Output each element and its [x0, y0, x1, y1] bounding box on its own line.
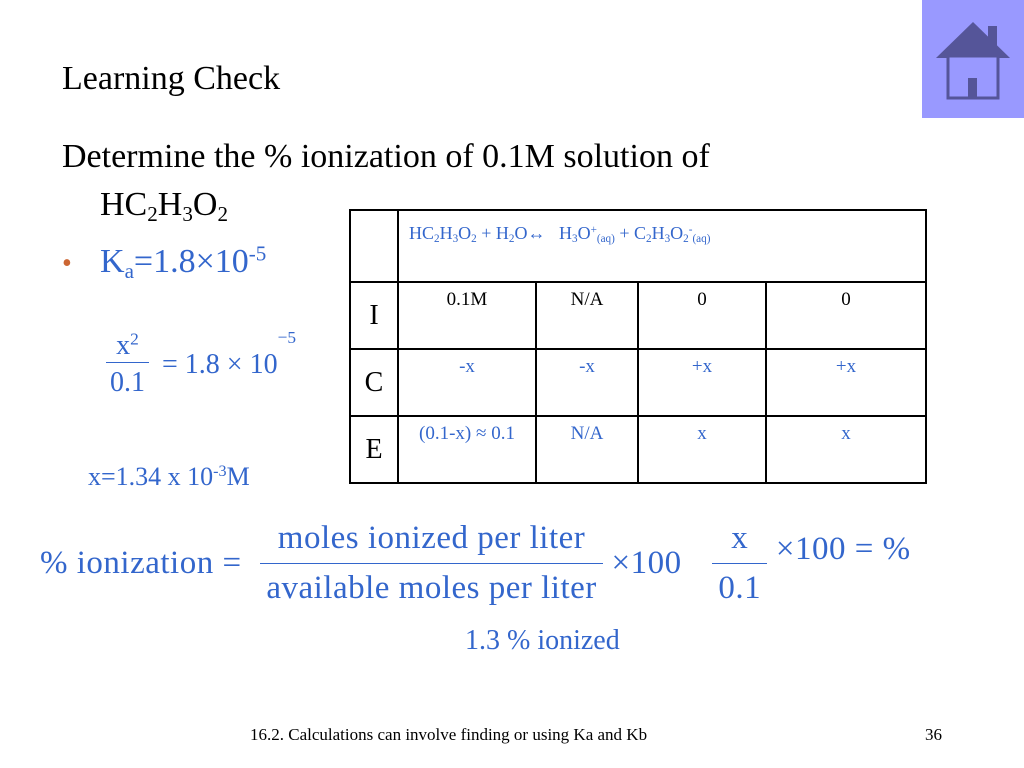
question-text: Determine the % ionization of 0.1M solution of [62, 138, 710, 175]
home-button[interactable] [922, 0, 1024, 118]
bullet-icon: • [62, 248, 72, 279]
table-cell: (0.1-x) ≈ 0.1 [398, 416, 536, 483]
table-cell: +x [638, 349, 766, 416]
table-cell: N/A [536, 416, 638, 483]
home-icon [922, 0, 1024, 118]
ionization-result: 1.3 % ionized [465, 625, 620, 656]
slide-title: Learning Check [62, 60, 281, 97]
row-label: E [350, 416, 398, 483]
table-cell: 0 [638, 282, 766, 349]
x-result: x=1.34 x $10^{-3}M$ [88, 462, 250, 491]
footer-text: 16.2. Calculations can involve finding or using Ka and Kb [250, 725, 648, 744]
table-corner-cell [350, 210, 398, 282]
reaction-equation: $HC_2H_3O_2$ + $H_2O\leftrightarrow$ $H_3O^+_{(aq)} + C_2H_3O_2^-_{(aq)}$ [398, 210, 926, 282]
page-number: 36 [925, 725, 942, 744]
table-cell: x [766, 416, 926, 483]
table-cell: 0 [766, 282, 926, 349]
table-cell: +x [766, 349, 926, 416]
table-row-change [350, 349, 926, 416]
row-label: C [350, 349, 398, 416]
ka-value: $K_a=1.8\times 10^{-5}$ [100, 241, 267, 283]
ice-table [349, 209, 927, 484]
table-cell: N/A [536, 282, 638, 349]
table-cell: 0.1M [398, 282, 536, 349]
table-cell: x [638, 416, 766, 483]
ionization-formula: % ionization = moles ionized per liter available moles per liter ×100 $\frac{x}{0.1}$ ×100 = % [40, 520, 911, 606]
table-row-initial [350, 282, 926, 349]
table-row-equilibrium [350, 416, 926, 483]
table-cell: -x [398, 349, 536, 416]
equilibrium-equation: $\frac{x^2}{0.1}$ = $1.8 \times 10^{-5}$ [106, 330, 296, 399]
row-label: I [350, 282, 398, 349]
table-cell: -x [536, 349, 638, 416]
compound-formula: $HC_2H_3O_2$ [100, 186, 228, 226]
